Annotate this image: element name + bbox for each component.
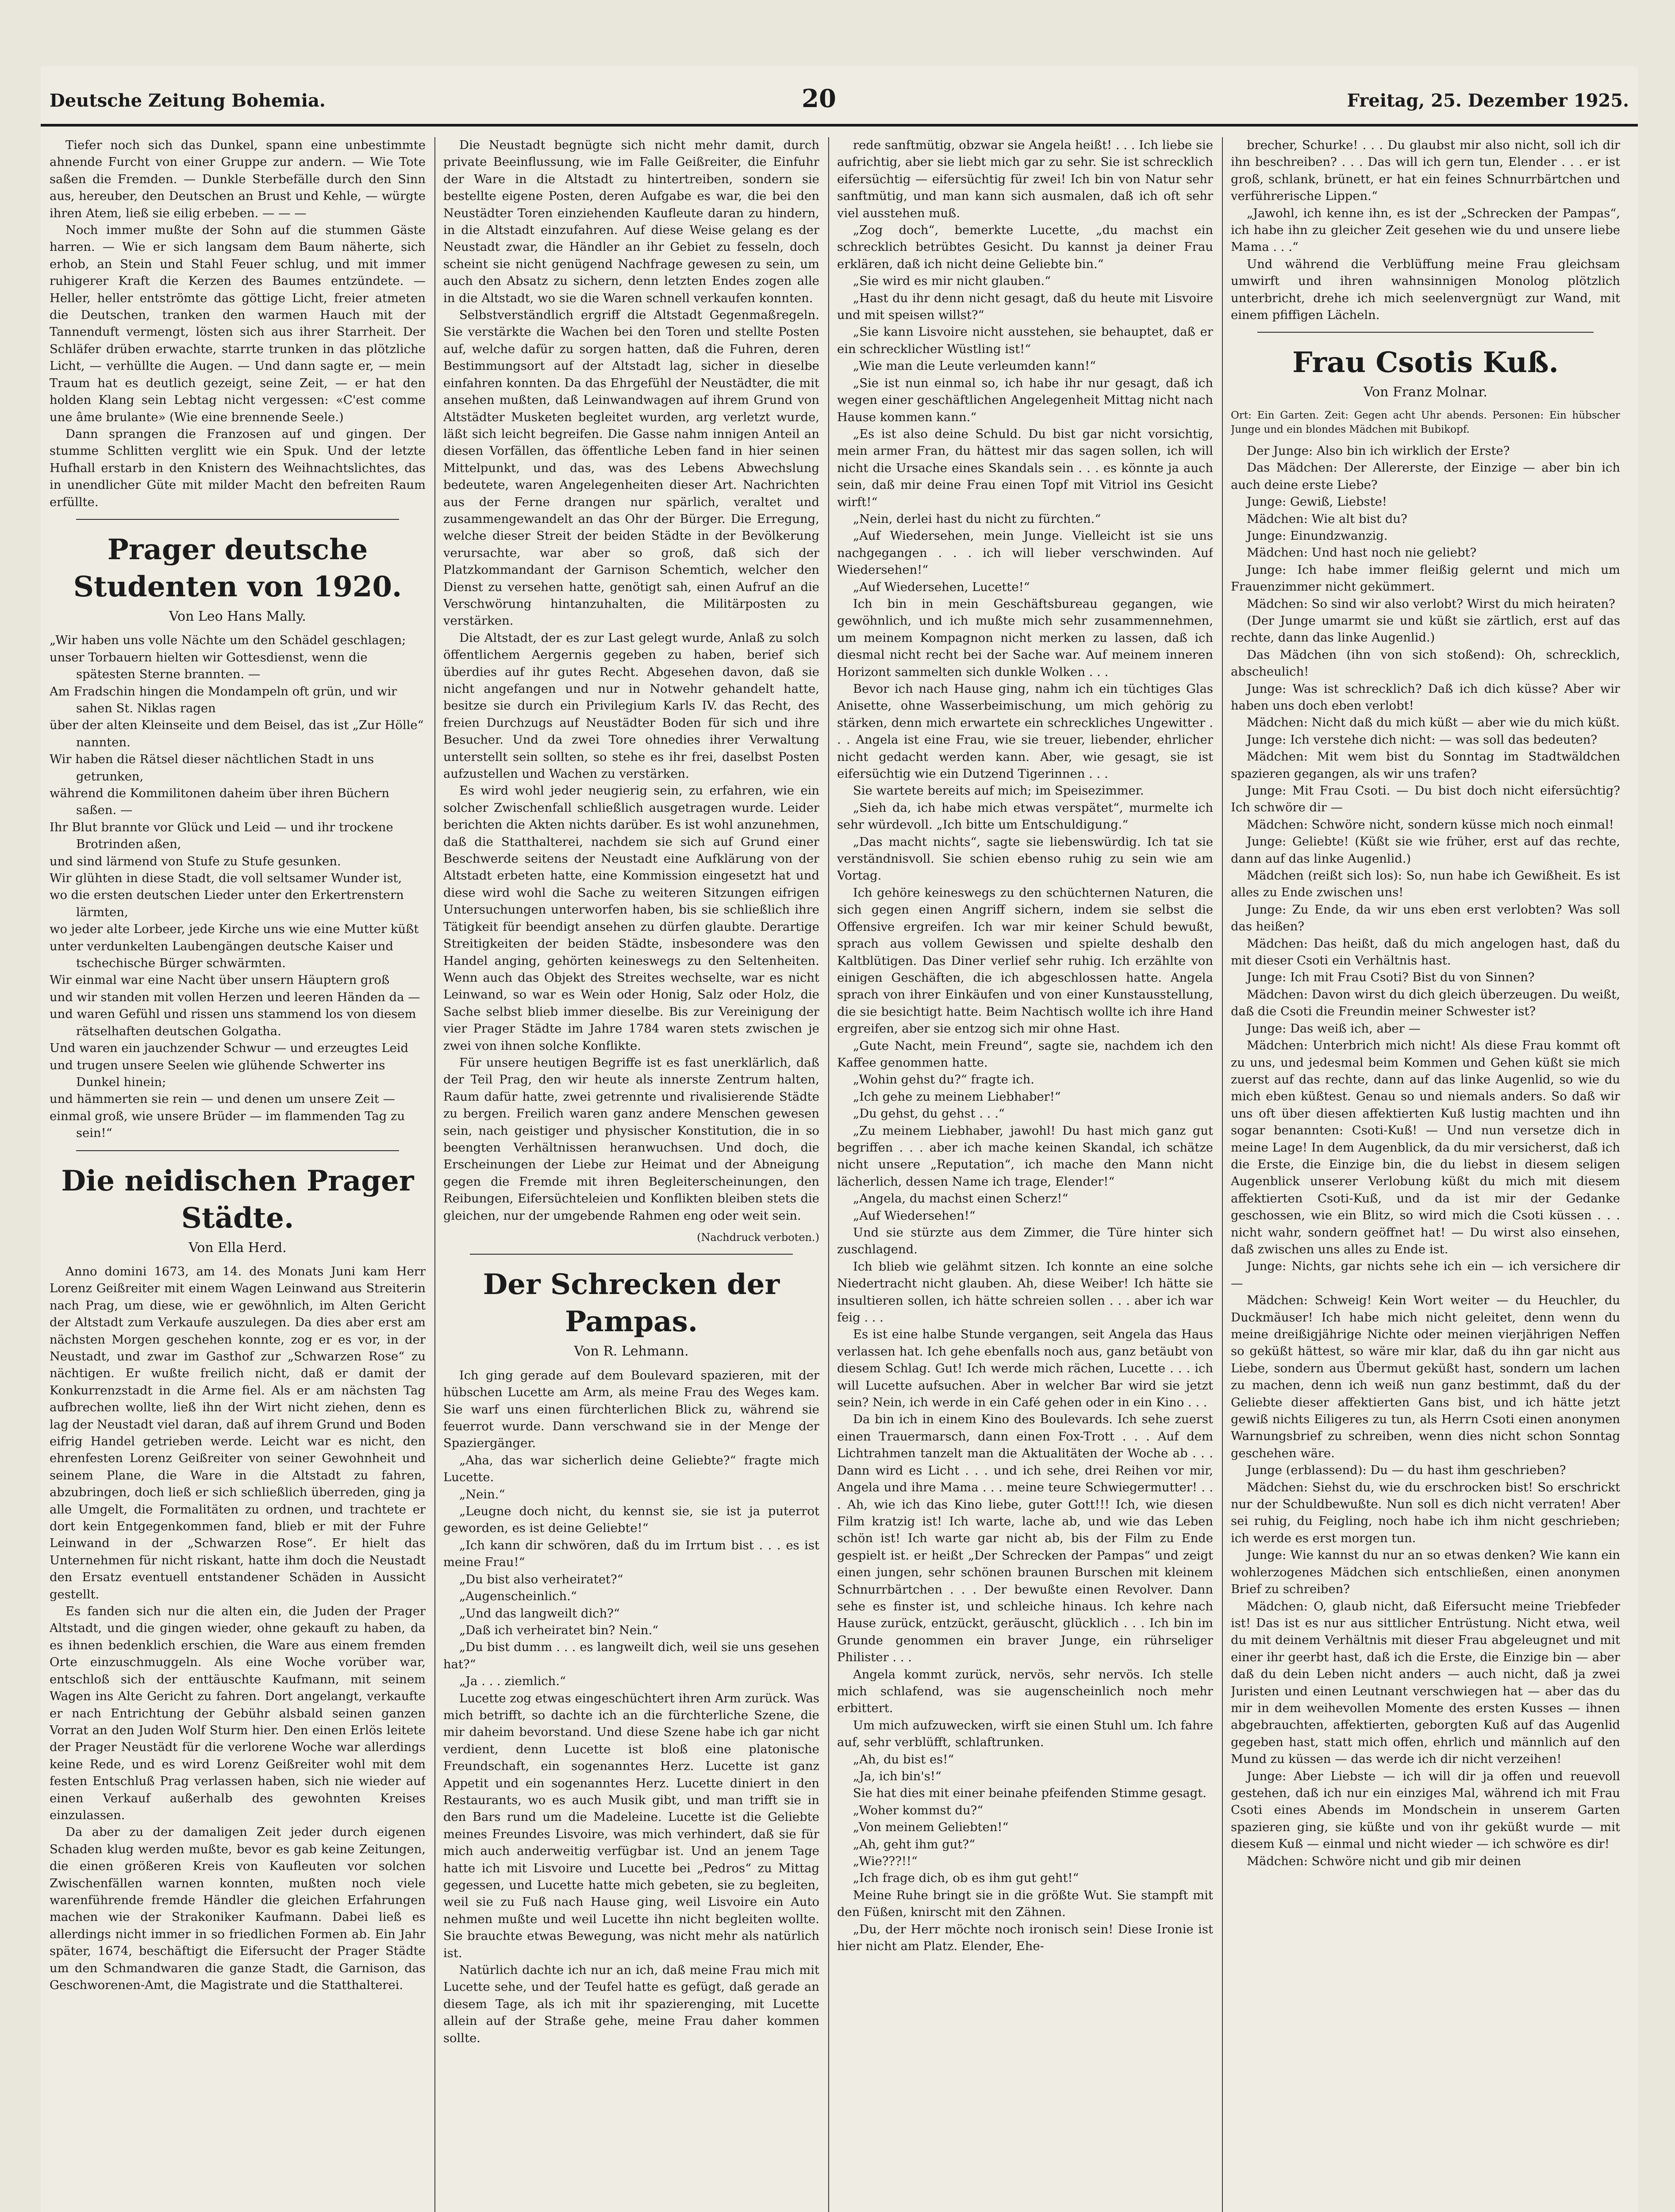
paragraph: Anno domini 1673, am 14. des Monats Juni kam Herr Lorenz Geißreiter mit einem Wagen Leinwand aus Streiterin nach Prag, um diese, wie er gewöhnlich, im Alten Gericht der Altstadt zum Verkaufe auszulegen. Da dies aber erst am nächsten Morgen geschehen konnte, zog er es vor, in der Neustadt, und zwar im Gasthof zur „Schwarzen Rose“ zu nächtigen. Er wußte freilich nicht, daß er damit der Konkurrenzstadt in die Arme fiel. Als er am nächsten Tag aufbrechen wollte, ließ ihn der Wirt nicht ziehen, denn es lag der Neustadt viel daran, daß auf ihrem Grund und Boden eifrig Handel getrieben werde. Leicht war es nicht, den ehrenfesten Lorenz Geißreiter von seiner Gewohnheit und seinem Plane, die Ware in die Altstadt zu fahren, abzubringen, doch ließ er sich schließlich überreden, ging ja alle Umgelt, die Formalitäten zu ordnen, und trachtete er dort kein Entgegenkommen fand, blieb er mit der Fuhre Leinwand in der „Schwarzen Rose“. Er hielt das Unternehmen für nicht riskant, hatte ihm doch die Neustadt den Ersatz eventuell entstandener Schäden in Aussicht gestellt. [50, 1264, 426, 1601]
paragraph: „Wir haben uns volle Nächte um den Schädel geschlagen; [50, 634, 406, 648]
paragraph: Mädchen: Das heißt, daß du mich angelogen hast, daß du mit dieser Csoti ein Verhältnis hast. [1231, 937, 1620, 968]
paragraph: „Ja, ich bin's!“ [853, 1770, 941, 1783]
paragraph: Mädchen: Unterbrich mich nicht! Als diese Frau kommt oft zu uns, und jedesmal beim Kommen und Gehen küßt sie mich zuerst auf das rechte, dann auf das linke Augenlid, so wie du mich eben küßtest. Genau so und niemals anders. So daß wir uns oft über diesen affektierten Kuß lustig machten und ihn sogar benannten: Csoti-Kuß! — Und nun versetze dich in meine Lage! In dem Augenblick, da du mir versicherst, daß ich die Erste, die Einzige bin, die du liebst in diesem seligen Augenblick unserer Verlobung küßt du mich mit diesem affektierten Csoti-Kuß, und da ist mir der Gedanke geschossen, wie ein Blitz, so wird mich die Csoti küssen . . . nicht wahr, sondern geöffnet hat! — Du wirst also einsehen, daß zwischen uns alles zu Ende ist. [1231, 1039, 1620, 1256]
paragraph: Junge: Zu Ende, da wir uns eben erst verlobten? Was soll das heißen? [1231, 902, 1620, 934]
paragraph: Mädchen: Schwöre nicht, sondern küsse mich noch einmal! [1247, 818, 1614, 832]
paragraph: Ich ging gerade auf dem Boulevard spazieren, mit der hübschen Lucette am Arm, als meine Frau des Weges kam. Sie warf uns einen fürchterlichen Blick zu, während sie feuerrot wurde. Dann verschwand sie in der Menge der Spaziergänger. [443, 1368, 819, 1451]
paragraph: Und waren ein jauchzender Schwur — und erzeugtes Leid [50, 1041, 409, 1056]
paragraph: Mädchen: So sind wir also verlobt? Wirst du mich heiraten? [1247, 597, 1615, 611]
paragraph: Junge: Gewiß, Liebste! [1247, 495, 1387, 509]
paragraph: rede sanftmütig, obzwar sie Angela heißt! . . . Ich liebe sie aufrichtig, aber sie liebt mich gar zu sehr. Sie ist schrecklich eifersüchtig — eifersüchtig für zwei! Ich bin von Natur sehr sanftmütig, und man kann sich ausmalen, daß ich oft sehr viel ausstehen muß. [837, 138, 1213, 220]
paragraph: Junge: Einundzwanzig. [1247, 529, 1388, 543]
paragraph: „Wie man die Leute verleumden kann!“ [853, 359, 1096, 373]
article-title: Frau Csotis Kuß. [1292, 346, 1559, 380]
paragraph: Noch immer mußte der Sohn auf die stummen Gäste harren. — Wie er sich langsam dem Baum näherte, sich erhob, an Stein und Stahl Feuer schlug, und mit immer ruhigerer Kraft die Kerzen des Baumes entzündete. — Heller, heller entströmte das göttige Licht, freier atmeten die Deutschen, tranken den warmen Hauch mit der Tannenduft vermengt, lösten sich aus ihrer Starrheit. Der Schläfer drüben erwachte, starrte trunken in das plötzliche Licht, — verhüllte die Augen. — Und dann sagte er, — mein Traum hat es deutlich gezeigt, seine Zeit, — er hat den holden Klang sein Lebtag nicht vergessen: «C'est comme une âme brulante» (Wie eine brennende Seele.) [50, 223, 426, 424]
paragraph: brecher, Schurke! . . . Du glaubst mir also nicht, soll ich dir ihn beschreiben? . . . Das will ich gern tun, Elender . . . er ist groß, schlank, brünett, er hat ein feines Schnurrbärtchen und verführerische Lippen.“ [1231, 138, 1620, 204]
paragraph: Junge: Nichts, gar nichts sehe ich ein — ich versichere dir — [1231, 1260, 1620, 1290]
column-2 [443, 137, 819, 2212]
paragraph: „Zog doch“, bemerkte Lucette, „du machst ein schrecklich betrübtes Gesicht. Du kannst ja deiner Frau erklären, daß ich nicht deine Geliebte bin.“ [837, 223, 1213, 271]
paragraph: und hämmerten sie rein — und denen um unsere Zeit — [50, 1092, 395, 1106]
paragraph: „Sie ist nun einmal so, ich habe ihr nur gesagt, daß ich wegen einer geschäftlichen Angelegenheit Mittag nicht nach Hause kommen kann.“ [837, 376, 1213, 424]
paragraph: „Sieh da, ich habe mich etwas verspätet“, murmelte ich sehr würdevoll. „Ich bitte um Entschuldigung.“ [837, 801, 1213, 832]
paragraph: „Ich gehe zu meinem Liebhaber!“ [853, 1090, 1061, 1104]
paragraph: Sie wartete bereits auf mich; im Speisezimmer. [853, 784, 1144, 798]
paragraph: Das Mädchen: Der Allererste, der Einzige — aber bin ich auch deine erste Liebe? [1231, 461, 1620, 492]
header-rule [41, 124, 1638, 127]
paragraph: Mädchen: Mit wem bist du Sonntag im Stadtwäldchen spazieren gegangen, als wir uns trafen? [1231, 750, 1620, 781]
paragraph: „Auf Wiedersehen, Lucette!“ [853, 580, 1030, 594]
paragraph: „Nein, derlei hast du nicht zu fürchten.“ [853, 512, 1101, 526]
dialogue [1231, 443, 1620, 1870]
paragraph: Junge: Ich habe immer fleißig gelernt und mich um Frauenzimmer nicht gekümmert. [1231, 563, 1620, 594]
paragraph: „Wohin gehst du?“ fragte ich. [853, 1073, 1034, 1087]
article-byline: Von R. Lehmann. [574, 1344, 689, 1359]
paragraph: Mädchen: Siehst du, wie du erschrocken bist! So erschrickt nur der Schuldbewußte. Nun soll es dich nicht verraten! Aber sei ruhig, du Feigling, noch habe ich ihm nicht geschrieben; ich werde es erst morgen tun. [1231, 1480, 1620, 1545]
paragraph: „Ah, geht ihm gut?“ [853, 1837, 976, 1851]
column-3 [837, 137, 1213, 2212]
paragraph: „Zu meinem Liebhaber, jawohl! Du hast mich ganz gut begriffen . . . aber ich mache keinen Skandal, ich schätze nicht unsere „Reputation“, ich mache den Mann nicht lächerlich, dessen Name ich trage, Elender!“ [837, 1124, 1213, 1189]
paragraph: und sind lärmend von Stufe zu Stufe gesunken. [50, 854, 341, 868]
paragraph: und wir standen mit vollen Herzen und leeren Händen da — [50, 990, 420, 1004]
column-divider [828, 137, 829, 2212]
paragraph: „Ah, du bist es!“ [853, 1752, 954, 1767]
paragraph: Natürlich dachte ich nur an ich, daß meine Frau mich mit Lucette sehe, und der Teufel hatte es gefügt, daß gerade an diesem Tage, als ich mit ihr spazierenging, mit Lucette allein auf der Straße gehe, meine Frau daher kommen sollte. [443, 1963, 819, 2045]
article-separator [76, 519, 399, 520]
article-separator [76, 1150, 399, 1151]
paragraph: Wir einmal war eine Nacht über unsern Häuptern groß [50, 973, 390, 987]
paragraph: „Leugne doch nicht, du kennst sie, sie ist ja puterrot geworden, es ist deine Geliebte!“ [443, 1505, 819, 1536]
column-4 [1231, 137, 1620, 2212]
newspaper-page [41, 66, 1638, 2212]
article-body [443, 137, 819, 1225]
article-body [837, 137, 1213, 1955]
article-byline: Von Ella Herd. [188, 1240, 287, 1256]
paragraph: wo jeder alte Lorbeer, jede Kirche uns wie eine Mutter küßt [50, 922, 419, 937]
paragraph: Ich blieb wie gelähmt sitzen. Ich konnte an eine solche Niedertracht nicht glauben. Ah, diese Weiber! Ich hätte sie insultieren sollen, ich hätte schreien sollen . . . aber ich war feig . . . [837, 1260, 1213, 1325]
paragraph: „Gute Nacht, mein Freund“, sagte sie, nachdem ich den Kaffee genommen hatte. [837, 1039, 1213, 1070]
poem [50, 632, 426, 1142]
paragraph: Tiefer noch sich das Dunkel, spann eine unbestimmte ahnende Furcht von einer Gruppe zur andern. — Wie Tote saßen die Fremden. — Dunkle Sterbefälle durch den Sinn aus, hereuber, den Deutschen an Brust und Kehle, — würgte ihren Atem, ließ sie eilig erbeben. — — — [50, 138, 426, 220]
paragraph: „Auf Wiedersehen!“ [853, 1209, 976, 1223]
paragraph: Junge: Ich mit Frau Csoti? Bist du von Sinnen? [1247, 971, 1535, 985]
paragraph: „Hast du ihr denn nicht gesagt, daß du heute mit Lisvoire und mit speisen willst?“ [837, 291, 1213, 323]
paragraph: Da aber zu der damaligen Zeit jeder durch eigenen Schaden klug werden mußte, bevor es gab keine Zeitungen, die einen größeren Kreis von Kaufleuten vor solchen Zwischenfällen warnen konnten, mußten noch viele warenführende fremde Händler die gleichen Erfahrungen machen wie der Strakoniker Kaufmann. Dabei ließ es allerdings nicht immer in so friedlichen Formen ab. Ein Jahr später, 1674, beschäftigt die Eifersucht der Prager Städte um den Schmandwaren die ganze Stadt, die Garnison, das Geschworenen-Amt, die Magistrate und die Statthalterei. [50, 1825, 426, 1992]
reprint-notice: (Nachdruck verboten.) [697, 1231, 819, 1244]
paragraph: Angela kommt zurück, nervös, sehr nervös. Ich stelle mich schlafend, was sie augenscheinlich noch mehr erbittert. [837, 1667, 1213, 1716]
paragraph: während die Kommilitonen daheim über ihren Büchern saßen. — [50, 787, 390, 818]
paragraph: Mädchen: Wie alt bist du? [1247, 512, 1407, 526]
article-title: Die neidischen Prager Städte. [61, 1164, 414, 1235]
article-title: Der Schrecken der Pampas. [483, 1268, 780, 1339]
article-body [50, 1263, 426, 1994]
paragraph: Es ist eine halbe Stunde vergangen, seit Angela das Haus verlassen hat. Ich gehe ebenfalls noch aus, ganz betäubt von diesem Schlag. Gut! Ich werde mich rächen, Lucette . . . ich will Lucette aufsuchen. Aber in welcher Bar wird sie jetzt sein? Nein, ich werde in ein Café gehen oder in ein Kino . . . [837, 1328, 1213, 1410]
paragraph: Wir haben die Rätsel dieser nächtlichen Stadt in uns getrunken, [50, 753, 374, 783]
paragraph: Junge: Was ist schrecklich? Daß ich dich küsse? Aber wir haben uns doch eben verlobt! [1231, 682, 1620, 713]
paragraph: unser Torbauern hielten wir Gottesdienst, wenn die spätesten Sterne brannten. — [50, 650, 368, 682]
paragraph: „Du, der Herr möchte noch ironisch sein! Diese Ironie ist hier nicht am Platz. Elender, Ehe- [837, 1922, 1213, 1954]
newspaper-name: Deutsche Zeitung Bohemia. [50, 90, 326, 111]
article-title: Prager deutsche Studenten von 1920. [73, 533, 402, 603]
column-divider [434, 137, 435, 2212]
paragraph: Junge: Geliebte! (Küßt sie wie früher, erst auf das rechte, dann auf das linke Augenlid.) [1231, 835, 1620, 866]
paragraph: unter verdunkelten Laubengängen deutsche Kaiser und tschechische Bürger schwärmten. [50, 939, 393, 971]
paragraph: Um mich aufzuwecken, wirft sie einen Stuhl um. Ich fahre auf, sehr verblüfft, schlaftrunken. [837, 1718, 1213, 1750]
paragraph: Mädchen (reißt sich los): So, nun habe ich Gewißheit. Es ist alles zu Ende zwischen uns! [1231, 869, 1620, 900]
paragraph: „Ja . . . ziemlich.“ [459, 1674, 566, 1689]
scene-setting: Ort: Ein Garten. Zeit: Gegen acht Uhr abends. Personen: Ein hübscher Junge und ein blondes Mädchen mit Bubikopf. [1231, 409, 1620, 435]
paragraph: Junge (erblassend): Du — du hast ihm geschrieben? [1247, 1463, 1566, 1478]
paragraph: „Daß ich verheiratet bin? Nein.“ [459, 1623, 659, 1637]
paragraph: „Und das langweilt dich?“ [459, 1606, 620, 1621]
paragraph: „Auf Wiedersehen, mein Junge. Vielleicht ist sie uns nachgegangen . . . ich will lieber verschwinden. Auf Wiedersehen!“ [837, 529, 1213, 577]
page-number: 20 [802, 84, 836, 113]
paragraph: wo die ersten deutschen Lieder unter den Erkertrenstern lärmten, [50, 888, 404, 919]
article-byline: Von Franz Molnar. [1364, 384, 1487, 400]
article-separator [470, 1254, 793, 1255]
paragraph: Mädchen: Davon wirst du dich gleich überzeugen. Du weißt, daß die Csoti die Freundin meiner Schwester ist? [1231, 987, 1620, 1019]
paragraph: „Augenscheinlich.“ [459, 1590, 577, 1604]
paragraph: und waren Gefühl und rissen uns stammend los von diesem rätselhaften deutschen Golgatha. [50, 1007, 416, 1038]
paragraph: „Jawohl, ich kenne ihn, es ist der „Schrecken der Pampas“, ich habe ihn zu gleicher Zeit gesehen wie du und unsere liebe Mama . . .“ [1231, 206, 1620, 254]
paragraph: Es wird wohl jeder neugierig sein, zu erfahren, wie ein solcher Zwischenfall schließlich ausgetragen wurde. Leider berichten die Akten nichts darüber. Es ist wohl anzunehmen, daß die Statthalterei, nachdem sie sich auf Grund einer Beschwerde seitens der Neustadt eine Aufklärung von der Altstadt erbeten hatte, eine Kommission eingesetzt hat und diese wird wohl die Sache zu weiteren Sitzungen eifrigen Untersuchungen unterworfen haben, bis sie schließlich ihre Tätigkeit für beendigt ansehen zu dürfen glaubte. Derartige Streitigkeiten der beiden Städte, insbesondere was den Handel anging, gehörten keineswegs zu den Seltenheiten. Wenn auch das Objekt des Streites wechselte, war es nicht Leinwand, so war es Wein oder Honig, Salz oder Holz, die Sache selbst blieb immer dieselbe. Bis zur Vereinigung der vier Prager Städte im Jahre 1784 waren stets zwischen je zwei von ihnen solche Konflikte. [443, 784, 819, 1053]
article-body [1231, 137, 1620, 324]
paragraph: „Wie???!!“ [853, 1855, 918, 1869]
article-body [443, 1367, 819, 2047]
paragraph: Mädchen: Und hast noch nie geliebt? [1247, 546, 1477, 560]
paragraph: Bevor ich nach Hause ging, nahm ich ein tüchtiges Glas Anisette, ohne Wasserbeimischung, um mich gehörig zu stärken, denn mich erwartete ein schreckliches Ungewitter . . . Angela ist eine Frau, wie sie treuer, liebender, ehrlicher nicht gedacht werden kann. Aber, wie gesagt, sie ist eifersüchtig wie ein Dutzend Tigerinnen . . . [837, 682, 1213, 781]
paragraph: Junge: Ich verstehe dich nicht: — was soll das bedeuten? [1247, 733, 1598, 747]
paragraph: (Der Junge umarmt sie und küßt sie zärtlich, erst auf das rechte, dann das linke Augenlid.) [1231, 614, 1620, 645]
article-separator [1257, 332, 1594, 333]
paragraph: Das Mädchen (ihn von sich stoßend): Oh, schrecklich, abscheulich! [1231, 648, 1620, 679]
paragraph: „Sie kann Lisvoire nicht ausstehen, sie behauptet, daß er ein schrecklicher Wüstling ist!“ [837, 325, 1213, 356]
paragraph: Mädchen: Schwöre nicht und gib mir deinen [1247, 1854, 1521, 1868]
paragraph: Am Fradschin hingen die Mondampeln oft grün, und wir sahen St. Niklas ragen [50, 684, 397, 715]
paragraph: Wir glühten in diese Stadt, die voll seltsamer Wunder ist, [50, 872, 402, 886]
paragraph: „Angela, du machst einen Scherz!“ [853, 1192, 1068, 1206]
paragraph: „Sie wird es mir nicht glauben.“ [853, 274, 1051, 288]
paragraph: Es fanden sich nur die alten ein, die Juden der Prager Altstadt, und die gingen wieder, ohne gekauft zu haben, da es ihnen bedenklich erschien, die Ware aus einem fremden Orte einzuschmuggeln. Als eine Woche vorüber war, entschloß sich der enttäuschte Kaufmann, mit seinem Wagen ins Alte Gericht zu fahren. Dort angelangt, verkaufte er nach Entrichtung der Gebühr alsbald seinen ganzen Vorrat an den Juden Wolf Sturm hier. Den einen Erlös leitete der Prager Neustädt für die verlorene Woche war allerdings keine Rede, und es wird Lorenz Geißreiter wohl mit dem festen Entschluß Prag verlassen haben, sich nie wieder auf einen Verkauf außerhalb des gewohnten Kreises einzulassen. [50, 1605, 426, 1822]
paragraph: Die Altstadt, der es zur Last gelegt wurde, Anlaß zu solch öffentlichem Aergernis gegeben zu haben, berief sich überdies auf ihr gutes Recht. Abgesehen davon, daß sie nicht angefangen und nur in Notwehr gehandelt hatte, besitze sie durch ein Privilegium Karls IV. das Recht, des freien Durchzugs auf Neustädter Boden für sich und ihre Besucher. Und da zwei Tore ohnedies ihrer Verwaltung unterstellt sein sollten, so stehe es ihr frei, daselbst Posten aufzustellen und Wachen zu verstärken. [443, 631, 819, 781]
paragraph: „Ich kann dir schwören, daß du im Irrtum bist . . . es ist meine Frau!“ [443, 1538, 819, 1570]
paragraph: Da bin ich in einem Kino des Boulevards. Ich sehe zuerst einen Trauermarsch, dann einen Fox-Trott . . . Auf dem Lichtrahmen tanzelt man die Aktualitäten der Woche ab . . . Dann wird es Licht . . . und ich sehe, drei Reihen vor mir, Angela und ihre Mama . . . meine teure Schwiegermutter! . . . Ah, wie ich das Kino liebe, guter Gott!!! Ich, wie diesen Film kratzig ist! Ich warte, lache ab, und wie das Leben schön ist! Ich warte gar nicht ab, bis der Film zu Ende gespielt ist. er heißt „Der Schrecken der Pampas“ und zeigt einen jungen, sehr schönen braunen Burschen mit kleinem Schnurrbärtchen . . . Der bewußte einen Revolver. Dann sehe es finster ist, und schleiche hinaus. Ich kehre nach Hause zurück, entzückt, geräuscht, glücklich . . . Ich bin im Grunde genommen ein braver Junge, ein rührseliger Philister . . . [837, 1413, 1213, 1665]
paragraph: „Von meinem Geliebten!“ [853, 1820, 1009, 1835]
paragraph: Junge: Das weiß ich, aber — [1247, 1022, 1421, 1036]
paragraph: „Aha, das war sicherlich deine Geliebte?“ fragte mich Lucette. [443, 1453, 819, 1485]
paragraph: Mädchen: Nicht daß du mich küßt — aber wie du mich küßt. [1247, 716, 1620, 730]
paragraph: „Es ist also deine Schuld. Du bist gar nicht vorsichtig, mein armer Fran, du hättest mir das sagen sollen, ich will nicht die Ursache eines Skandals sein . . . es könnte ja auch sein, daß mir deine Frau einen Topf mit Vitriol ins Gesicht wirft!“ [837, 427, 1213, 509]
article-byline: Von Leo Hans Mally. [169, 608, 306, 624]
paragraph: Lucette zog etwas eingeschüchtert ihren Arm zurück. Was mich betrifft, so dachte ich an die fürchterliche Szene, die mir daheim bevorstand. Und diese Szene habe ich gar nicht verdient, denn Lucette ist bloß eine platonische Freundschaft, ein sogenanntes Herz. Lucette ist ganz Appetit und ein sogenanntes Herz. Lucette diniert in den Restaurants, wo es auch Musik gibt, und man trifft sie in den Bars rund um die Madeleine. Lucette ist die Geliebte meines Freundes Lisvoire, was mich verhindert, daß sie für mich auch anderweitig verfügbar ist. Und an jenem Tage hatte ich mit Lisvoire und Lucette bei „Pedros“ zu Mittag gegessen, und Lucette hatte mich gebeten, sie zu begleiten, weil sie zu Fuß nach Hause ging, weil Lisvoire ein Auto nehmen mußte und weil Lucette ihn nicht begleiten wollte. Sie brauchte etwas Bewegung, was nicht mehr als natürlich ist. [443, 1691, 819, 1960]
paragraph: Ihr Blut brannte vor Glück und Leid — und ihr trockene Brotrinden aßen, [50, 820, 393, 852]
paragraph: Junge: Wie kannst du nur an so etwas denken? Wie kann ein wohlerzogenes Mädchen sich entschließen, einen anonymen Brief zu schreiben? [1231, 1548, 1620, 1597]
paragraph: Und während die Verblüffung meine Frau gleichsam umwirft und ihren wahnsinnigen Monolog plötzlich unterbricht, drehe ich mich seelenvergnügt zur Wand, mit einem pfiffigen Lächeln. [1231, 257, 1620, 323]
page-header [41, 84, 1638, 119]
paragraph: Der Junge: Also bin ich wirklich der Erste? [1247, 444, 1510, 458]
paragraph: einmal groß, wie unsere Brüder — im flammenden Tag zu sein!“ [50, 1109, 405, 1141]
paragraph: Ich bin in mein Geschäftsbureau gegangen, wie gewöhnlich, und ich mußte mich sehr zusammennehmen, um meinem Kompagnon nicht merken zu lassen, daß ich diesmal nicht recht bei der Sache war. Auf meinem inneren Horizont sammelten sich dunkle Wolken . . . [837, 597, 1213, 679]
paragraph: über der alten Kleinseite und dem Beisel, das ist „Zur Hölle“ nannten. [50, 718, 424, 749]
paragraph: Mädchen: Schweig! Kein Wort weiter — du Heuchler, du Duckmäuser! Ich habe mich nicht geleitet, denn wenn du meine dreißigjährige Nichte oder meinen vierjährigen Neffen so geküßt hättest, so wäre mir klar, daß du ihn gar nicht aus Liebe, sondern aus Übermut geküßt hast, sondern um lachen zu machen, denn ich weiß nun ganz bestimmt, daß du der Geliebte dieser affektierten Gans bist, und ich hätte jetzt gewiß nichts Eiligeres zu tun, als Herrn Csoti einen anonymen Warnungsbrief zu schreiben, wenn dies nicht schon Sonntag geschehen wäre. [1231, 1294, 1620, 1460]
column-1 [50, 137, 426, 2212]
story-continuation [50, 137, 426, 511]
paragraph: Die Neustadt begnügte sich nicht mehr damit, durch private Beeinflussung, wie im Falle Geißreiter, die Einfuhr der Ware in die Altstadt zu hintertreiben, sondern sie bestellte eigene Posten, deren Aufgabe es war, die bei den Neustädter Toren einziehenden Kaufleute daran zu hindern, in die Altstadt einzufahren. Auf diese Weise gelang es der Neustadt zwar, die Händler an ihr Gebiet zu fesseln, doch scheint sie nicht genügend Nachfrage gewesen zu sein, um auch den Absatz zu sichern, denn letzten Endes zogen alle in die Altstadt, wo sie die Waren schnell verkaufen konnten. [443, 138, 819, 305]
paragraph: Meine Ruhe bringt sie in die größte Wut. Sie stampft mit den Füßen, knirscht mit den Zähnen. [837, 1888, 1213, 1920]
paragraph: Junge: Aber Liebste — ich will dir ja offen und reuevoll gestehen, daß ich nur ein einziges Mal, während ich mit Frau Csoti eines Abends im Mondschein in unserem Garten spazieren ging, sie küßte und von ihr geküßt wurde — mit diesem Kuß — einmal und nicht wieder — ich schwöre es dir! [1231, 1769, 1620, 1851]
paragraph: Sie hat dies mit einer beinahe pfeifenden Stimme gesagt. [853, 1786, 1206, 1801]
paragraph: Selbstverständlich ergriff die Altstadt Gegenmaßregeln. Sie verstärkte die Wachen bei den Toren und stellte Posten auf, welche dafür zu sorgen hatten, daß die Fuhren, deren Bestimmungsort auf der Altstadt lag, sicher in dieselbe einfahren konnten. Da das Ehrgefühl der Neustädter, die mit ansehen mußten, daß Leinwandwagen auf ihrem Grund von Altstädter Musketen begleitet wurden, arg verletzt wurde, läßt sich leicht begreifen. Die Gasse nahm innigen Anteil an diesen Vorfällen, das öffentliche Leben fand in hier seinen Mittelpunkt, und das, was des Lebens Abwechslung bedeutete, waren Angelegenheiten dieser Art. Nachrichten aus der Ferne drangen nur spärlich, veraltet und zusammengewandelt an das Ohr der Bürger. Die Erregung, welche dieser Streit der beiden Städte in der Bevölkerung verursachte, war aber so groß, daß sich der Platzkommandant der Garnison Schemtich, welcher den Dienst zu versehen hatte, genötigt sah, einen Aufruf an die Verschwörung hintanzuhalten, die Militärposten zu verstärken. [443, 308, 819, 628]
issue-date: Freitag, 25. Dezember 1925. [1347, 90, 1629, 111]
paragraph: „Du bist also verheiratet?“ [459, 1572, 623, 1586]
paragraph: „Das macht nichts“, sagte sie liebenswürdig. Ich tat sie verständnisvoll. Sie schien ebenso ruhig zu sein wie am Vortag. [837, 835, 1213, 883]
column-divider [1222, 137, 1223, 2212]
paragraph: Ich gehöre keineswegs zu den schüchternen Naturen, die sich gegen einen Angriff sichern, indem sie selbst die Offensive ergreifen. Ich war mir keiner Schuld bewußt, sprach aus vollem Gewissen und spielte deshalb den Kaltblütigen. Das Diner verlief sehr ruhig. Ich erzählte von einigen Geschäften, die ich abgeschlossen hatte. Angela sprach von ihrer Einkäufen und von einer Kunstausstellung, die sie besichtigt hatte. Beim Nachtisch wollte ich ihre Hand ergreifen, aber sie entzog sich mir ohne Hast. [837, 886, 1213, 1036]
paragraph: Dann sprangen die Franzosen auf und gingen. Der stumme Schlitten verglitt wie ein Spuk. Und der letzte Hufhall erstarb in den Knistern des Weihnachtslichtes, das in unendlicher Güte mit milder Macht den befreiten Raum erfüllte. [50, 427, 426, 509]
paragraph: Junge: Mit Frau Csoti. — Du bist doch nicht eifersüchtig? Ich schwöre dir — [1231, 784, 1620, 815]
paragraph: „Woher kommst du?“ [853, 1803, 983, 1817]
paragraph: Mädchen: O, glaub nicht, daß Eifersucht meine Triebfeder ist! Das ist es nur aus sittlicher Entrüstung. Nicht etwa, weil du mit deinem Verhältnis mit dieser Frau abgeleugnet und mit einer ihr geerbt hast, daß ich die Erste, die Einzige bin — aber daß du dein Leben nicht anders — auch nicht, daß ja zwei Juristen und einen Leutnant verschwiegen hat — aber das du mir in dem weihevollen Momente des ersten Kusses — ihnen abgebrauchten, affektierten, geborgten Kuß auf das Augenlid gegeben hast, statt mich offen, ehrlich und männlich auf den Mund zu küssen — das werde ich dir nicht verzeihen! [1231, 1599, 1620, 1767]
paragraph: und trugen unsere Seelen wie glühende Schwerter ins Dunkel hinein; [50, 1058, 385, 1089]
paragraph: „Nein.“ [459, 1487, 505, 1502]
paragraph: Für unsere heutigen Begriffe ist es fast unerklärlich, daß der Teil Prag, den wir heute als innerste Zentrum halten, Raum dafür hatte, zwei getrennte und rivalisierende Städte zu bergen. Freilich waren ganz andere Menschen gewesen sein, nach geistiger und physischer Konstitution, die in so beengten Verhältnissen heranwuchsen. Und doch, die Erscheinungen der Liebe zur Heimat und der Abneigung gegen die Fremde mit ihren Begleiterscheinungen, den Reibungen, Eifersüchteleien und Konflikten bleiben stets die gleichen, nur der umgebende Rahmen eng oder weit sein. [443, 1056, 819, 1223]
paragraph: „Ich frage dich, ob es ihm gut geht!“ [853, 1871, 1079, 1886]
paragraph: „Du gehst, du gehst . . .“ [853, 1107, 1005, 1121]
paragraph: „Du bist dumm . . . es langweilt dich, weil sie uns gesehen hat?“ [443, 1640, 819, 1671]
paragraph: Und sie stürzte aus dem Zimmer, die Türe hinter sich zuschlagend. [837, 1226, 1213, 1257]
